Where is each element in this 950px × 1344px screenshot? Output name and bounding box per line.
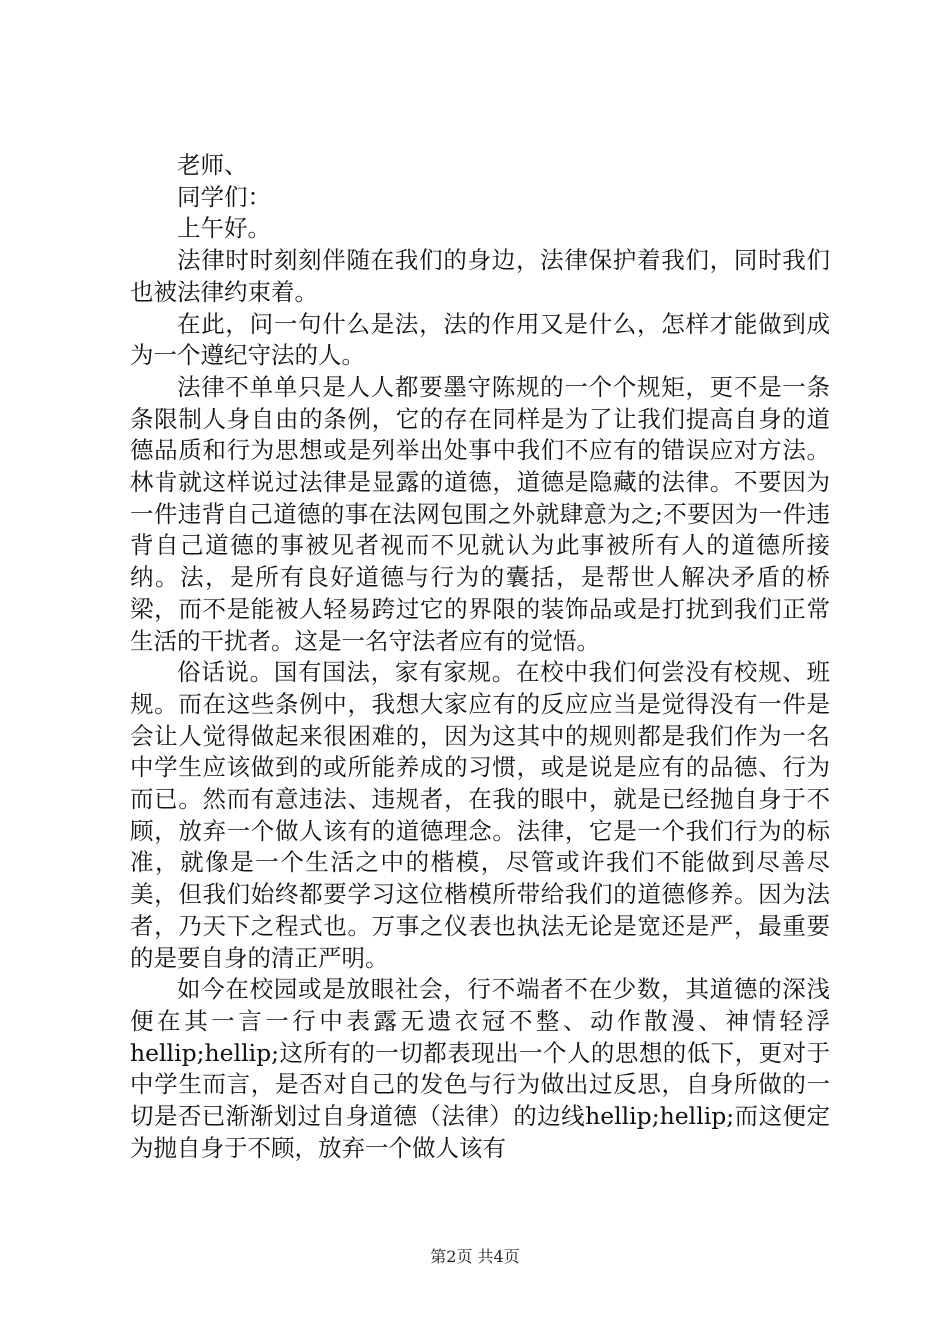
- paragraph-5: 如今在校园或是放眼社会，行不端者不在少数，其道德的深浅便在其一言一行中表露无遗衣冠不整、动作散漫、神情轻浮hellip;hellip;这所有的一切都表现出一个人的思想的低下，更对于中学生而言，是否对自己的发色与行为做出过反思，自身所做的一切是否已渐渐划过自身道德（法律）的边线hellip;hellip;而这便定为抛自身于不顾，放弃一个做人该有: [130, 975, 830, 1162]
- page-footer: 第2页 共4页: [430, 1247, 520, 1266]
- document-body: [130, 150, 830, 1165]
- paragraph-4: 俗话说。国有国法，家有家规。在校中我们何尝没有校规、班规。而在这些条例中，我想大家应有的反应应当是觉得没有一件是会让人觉得做起来很困难的，因为这其中的规则都是我们作为一名中学生应该做到的或所能养成的习惯，或是说是应有的品德、行为而已。然而有意违法、违规者，在我的眼中，就是已经抛自身于不顾，放弃一个做人该有的道德理念。法律，它是一个我们行为的标准，就像是一个生活之中的楷模，尽管或许我们不能做到尽善尽美，但我们始终都要学习这位楷模所带给我们的道德修养。因为法者，乃天下之程式也。万事之仪表也执法无论是宽还是严，最重要的是要自身的清正严明。: [130, 658, 830, 972]
- paragraph-1: 法律时时刻刻伴随在我们的身边，法律保护着我们，同时我们也被法律约束着。: [130, 246, 830, 306]
- paragraph-salutation-students: 同学们：: [177, 182, 271, 211]
- paragraph-salutation-teachers: 老师、: [177, 151, 248, 179]
- paragraph-3: 法律不单单只是人人都要墨守陈规的一个个规矩，更不是一条条限制人身自由的条例，它的存在同样是为了让我们提高自身的道德品质和行为思想或是列举出处事中我们不应有的错误应对方法。林肯就这样说过法律是显露的道德，道德是隐藏的法律。不要因为一件违背自己道德的事在法网包围之外就肆意为之;不要因为一件违背自己道德的事被见者视而不见就认为此事被所有人的道德所接纳。法，是所有良好道德与行为的囊括，是帮世人解决矛盾的桥梁，而不是能被人轻易跨过它的界限的装饰品或是打扰到我们正常生活的干扰者。这是一名守法者应有的觉悟。: [130, 372, 830, 655]
- paragraph-greeting: 上午好。: [177, 214, 271, 243]
- paragraph-2: 在此，问一句什么是法，法的作用又是什么，怎样才能做到成为一个遵纪守法的人。: [130, 309, 830, 370]
